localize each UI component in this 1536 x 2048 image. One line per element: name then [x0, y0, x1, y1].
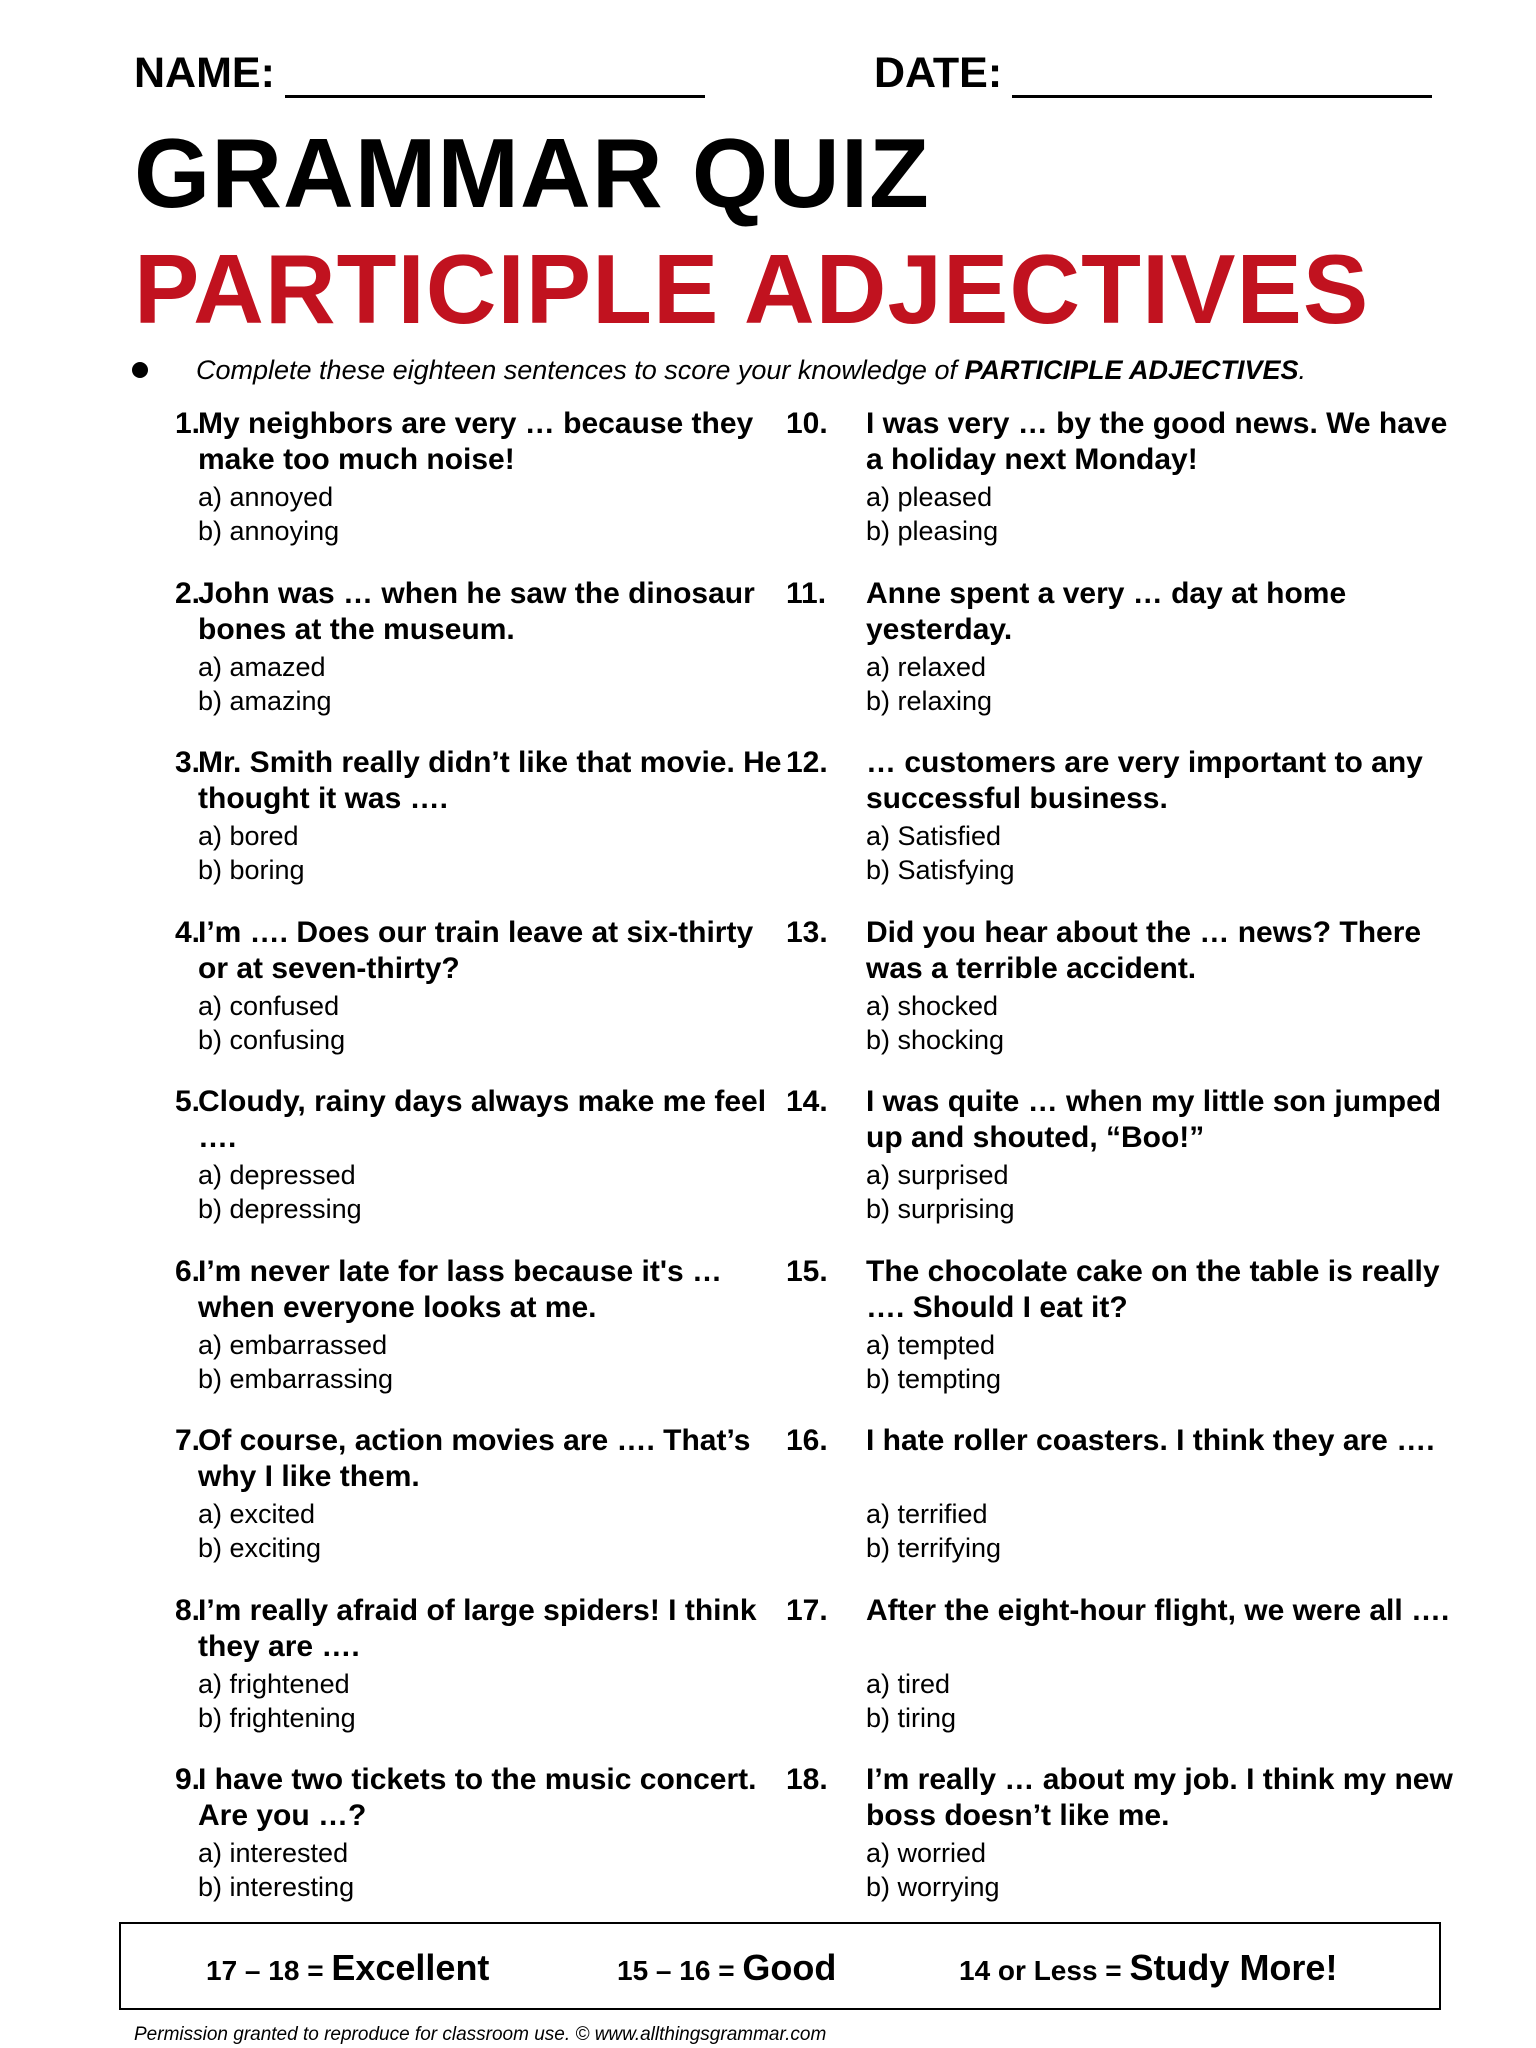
score-good	[617, 1948, 836, 1996]
question-item	[786, 915, 1466, 1085]
answer-options	[198, 1497, 321, 1565]
answer-options	[198, 1836, 354, 1904]
question-item	[786, 1254, 1466, 1424]
answer-options	[198, 1328, 393, 1396]
answer-options	[866, 480, 998, 548]
question-number: 11.	[786, 576, 827, 610]
question-text: Of course, action movies are …. That’s why I like them.	[198, 1424, 751, 1493]
option-b[interactable]: b) confusing	[198, 1024, 346, 1055]
answer-options	[866, 1497, 1001, 1565]
page-subtitle: PARTICIPLE ADJECTIVES	[134, 234, 1370, 344]
question-number: 14.	[786, 1085, 828, 1118]
question-number: 7.	[174, 1424, 200, 1457]
question-item	[140, 1762, 820, 1932]
score-study-more	[959, 1948, 1337, 1996]
option-a[interactable]: a) tempted	[866, 1329, 996, 1360]
answer-options	[866, 650, 992, 718]
question-number: 10.	[786, 407, 828, 440]
question-number: 13.	[786, 915, 828, 949]
question-text: My neighbors are very … because they make too much noise!	[198, 407, 754, 476]
question-item	[140, 1254, 820, 1424]
question-item	[786, 1423, 1466, 1593]
date-blank-line[interactable]	[1012, 55, 1432, 98]
date-label: DATE:	[874, 49, 1003, 97]
option-a[interactable]: a) frightened	[198, 1668, 350, 1699]
answer-options	[866, 1667, 956, 1735]
bullet-icon	[132, 362, 148, 378]
option-a[interactable]: a) terrified	[866, 1499, 988, 1529]
answer-options	[198, 989, 345, 1057]
name-label: NAME:	[134, 49, 275, 97]
question-text: I’m …. Does our train leave at six-thirty or at seven-thirty?	[198, 915, 754, 985]
question-number: 6.	[174, 1254, 200, 1288]
answer-options	[198, 650, 332, 718]
option-b[interactable]: b) depressing	[198, 1194, 362, 1224]
answer-options	[866, 1158, 1015, 1226]
answer-options	[866, 819, 1015, 887]
question-text: I’m never late for lass because it's … when everyone looks at me.	[198, 1254, 723, 1324]
option-b[interactable]: b) exciting	[198, 1533, 322, 1563]
question-text: I hate roller coasters. I think they are ….	[866, 1424, 1435, 1457]
option-b[interactable]: b) tempting	[866, 1363, 1002, 1394]
score-range: 14 or Less =	[959, 1955, 1130, 1986]
option-b[interactable]: b) shocking	[866, 1024, 1005, 1055]
header	[134, 48, 1434, 98]
option-b[interactable]: b) pleasing	[866, 516, 999, 546]
instructions-text-end: .	[1298, 355, 1307, 385]
question-text: I was very … by the good news. We have a holiday next Monday!	[866, 407, 1448, 476]
question-item	[140, 1593, 820, 1763]
answer-options	[198, 1667, 356, 1735]
option-b[interactable]: b) terrifying	[866, 1533, 1002, 1563]
questions-right-column	[786, 406, 1466, 1932]
answer-options	[866, 989, 1004, 1057]
instructions-text-main: Complete these eighteen sentences to score your knowledge of	[196, 355, 965, 385]
question-number: 4.	[174, 915, 200, 949]
option-a[interactable]: a) amazed	[198, 651, 326, 682]
question-text: Cloudy, rainy days always make me feel ….	[198, 1085, 767, 1154]
page-title: GRAMMAR QUIZ	[134, 118, 930, 228]
name-blank-line[interactable]	[285, 55, 705, 98]
question-number: 12.	[786, 746, 828, 779]
question-item	[140, 1423, 820, 1593]
option-a[interactable]: a) surprised	[866, 1160, 1009, 1190]
question-text: Anne spent a very … day at home yesterday.	[866, 576, 1347, 646]
question-text: John was … when he saw the dinosaur bones at the museum.	[198, 576, 755, 646]
question-item	[140, 745, 820, 915]
question-text: I was quite … when my little son jumped up and shouted, “Boo!”	[866, 1085, 1442, 1154]
option-a[interactable]: a) excited	[198, 1499, 316, 1529]
question-item	[786, 576, 1466, 746]
option-a[interactable]: a) annoyed	[198, 482, 334, 512]
option-a[interactable]: a) relaxed	[866, 651, 987, 682]
option-a[interactable]: a) Satisfied	[866, 821, 1002, 851]
question-item	[140, 915, 820, 1085]
score-excellent	[206, 1948, 489, 1996]
question-item	[140, 576, 820, 746]
question-number: 18.	[786, 1763, 828, 1796]
question-text: The chocolate cake on the table is really …. Should I eat it?	[866, 1254, 1440, 1324]
option-a[interactable]: a) confused	[198, 990, 340, 1021]
score-label: Excellent	[331, 1947, 490, 1988]
question-item	[786, 1593, 1466, 1763]
answer-options	[866, 1328, 1001, 1396]
answer-options	[198, 480, 339, 548]
question-number: 15.	[786, 1254, 828, 1288]
answer-options	[198, 1158, 362, 1226]
option-a[interactable]: a) tired	[866, 1668, 951, 1699]
score-label: Study More!	[1129, 1947, 1338, 1988]
date-field[interactable]	[874, 48, 1432, 98]
question-item	[786, 406, 1466, 576]
scoring-box	[119, 1922, 1441, 2010]
question-text: Mr. Smith really didn’t like that movie. He thought it was ….	[198, 746, 782, 815]
answer-options	[198, 819, 305, 887]
instructions-text	[196, 352, 1306, 388]
option-b[interactable]: b) Satisfying	[866, 855, 1015, 885]
option-b[interactable]: b) interesting	[198, 1872, 355, 1902]
option-a[interactable]: a) interested	[198, 1838, 349, 1868]
question-number: 1.	[174, 407, 200, 440]
score-range: 15 – 16 =	[617, 1955, 743, 1986]
question-text: After the eight-hour flight, we were all ….	[866, 1593, 1450, 1627]
question-number: 16.	[786, 1424, 828, 1457]
option-a[interactable]: a) embarrassed	[198, 1329, 388, 1360]
question-number: 9.	[174, 1763, 200, 1796]
score-label: Good	[742, 1947, 837, 1988]
question-number: 5.	[174, 1085, 200, 1118]
question-text: Did you hear about the … news? There was a terrible accident.	[866, 915, 1422, 985]
option-b[interactable]: b) frightening	[198, 1702, 356, 1733]
question-number: 2.	[174, 576, 200, 610]
question-text: I have two tickets to the music concert. Are you …?	[198, 1763, 757, 1832]
question-item	[140, 1084, 820, 1254]
question-item	[140, 406, 820, 576]
option-b[interactable]: b) embarrassing	[198, 1363, 394, 1394]
instructions-emphasis: PARTICIPLE ADJECTIVES	[964, 355, 1299, 385]
question-item	[786, 1762, 1466, 1932]
question-text: I’m really … about my job. I think my new boss doesn’t like me.	[866, 1763, 1453, 1832]
option-a[interactable]: a) depressed	[198, 1160, 356, 1190]
option-a[interactable]: a) shocked	[866, 990, 999, 1021]
question-text: … customers are very important to any successful business.	[866, 746, 1423, 815]
question-number: 3.	[174, 746, 200, 779]
name-field[interactable]	[134, 48, 705, 98]
option-b[interactable]: b) relaxing	[866, 685, 993, 716]
option-b[interactable]: b) tiring	[866, 1702, 957, 1733]
question-text: I’m really afraid of large spiders! I think they are ….	[198, 1593, 757, 1663]
option-b[interactable]: b) boring	[198, 855, 305, 885]
questions-left-column	[140, 406, 820, 1932]
footer-permission: Permission granted to reproduce for classroom use. © www.allthingsgrammar.com	[134, 2024, 827, 2045]
question-item	[786, 745, 1466, 915]
question-item	[786, 1084, 1466, 1254]
option-b[interactable]: b) surprising	[866, 1194, 1015, 1224]
option-a[interactable]: a) bored	[198, 821, 299, 851]
option-b[interactable]: b) annoying	[198, 516, 340, 546]
question-number: 17.	[786, 1593, 828, 1627]
option-a[interactable]: a) worried	[866, 1838, 987, 1868]
option-b[interactable]: b) amazing	[198, 685, 332, 716]
option-a[interactable]: a) pleased	[866, 482, 993, 512]
score-range: 17 – 18 =	[206, 1955, 332, 1986]
answer-options	[866, 1836, 1000, 1904]
question-number: 8.	[174, 1593, 200, 1627]
option-b[interactable]: b) worrying	[866, 1872, 1000, 1902]
